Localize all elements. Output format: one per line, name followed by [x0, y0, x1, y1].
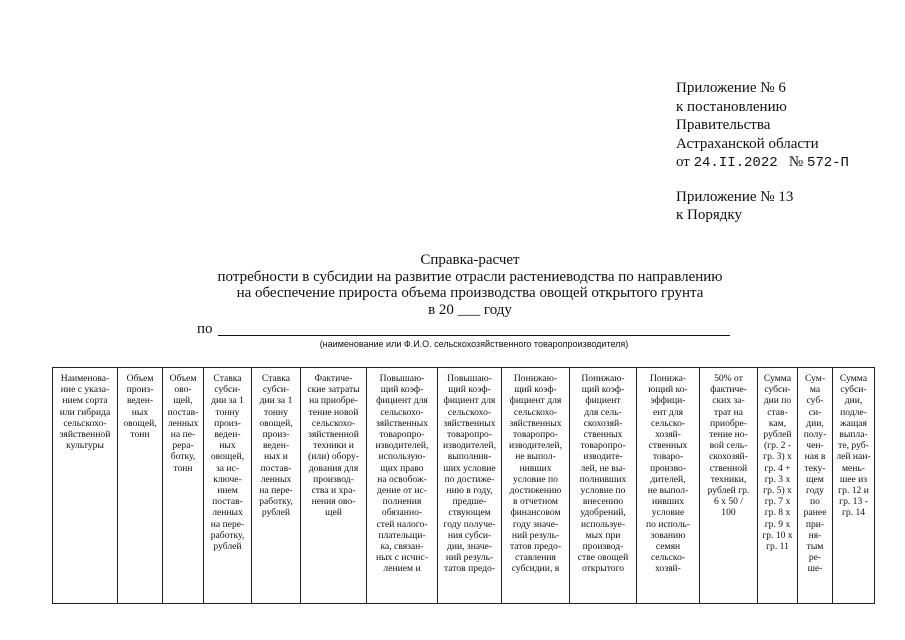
header-cell: Объем ово- щей, постав- ленных на пе- рера- ботку, тонн	[163, 368, 204, 604]
header-cell: Фактиче- ские затраты на приобре- тение новой сельскохо- зяйственной техники и (или) обору- дования для производ- ства и хра- нения ово- щей	[301, 368, 367, 604]
appendix-line-4: Астраханской области	[676, 135, 819, 152]
date-prefix: от	[676, 154, 690, 170]
header-cell: Понижа- ющий ко- эффици- ент для сельско- хозяй- ственных товаро- произво- дителей, не выпол- нивших условие по исполь- зованию семян сельско- хозяй-	[637, 368, 700, 604]
decree-number: 572-П	[806, 155, 849, 171]
header-cell: Понижаю- щий коэф- фициент для сельскохо- зяйственных товаропро- изводителей, не выпол- нивших условие по достижению в отчетном финансовом году значе- ний резуль- татов предо- ставления субсидии, в	[502, 368, 570, 604]
header-cell: Объем произ- веден- ных овощей, тонн	[118, 368, 163, 604]
header-cell: Повышаю- щий коэф- фициент для сельскохо- зяйственных товаропро- изводителей, использую- щих право на освобож- дение от ис- полнения обязанно- стей налого- плательщи- ка, связан- ных с исчис- лением и	[367, 368, 438, 604]
header-cell: 50% от фактиче- ских за- трат на приобре- тение но- вой сель- скохозяй- ственной техники, рублей гр. 6 х 50 / 100	[700, 368, 758, 604]
subsidy-table	[52, 367, 875, 604]
header-cell: Понижаю- щий коэф- фициент для сель- скохозяй- ственных товаропро- изводите- лей, не вы- полнивших условие по внесению удобрений, используе- мых при производ- стве овощей открытого	[570, 368, 637, 604]
appendix-line-3: Правительства	[676, 117, 771, 133]
header-cell: Наименова- ние с указа- нием сорта или гибрида сельскохо- зяйственной культуры	[53, 368, 118, 604]
header-cell: Повышаю- щий коэф- фициент для сельскохо- зяйственных товаропро- изводителей, выполнив- ших условие по достиже- нию в году, предше- ствующем году получе- ния субси- дии, значе- ний резуль- татов предо-	[438, 368, 502, 604]
document-title	[150, 252, 790, 318]
title-line-4: в 20 ___ году	[428, 301, 512, 318]
header-cell: Сум- ма суб- си- дии, полу- чен- ная в теку- щем году по ранее при- ня- тым ре- ше-	[798, 368, 833, 604]
header-cell: Ставка субси- дии за 1 тонну овощей, произ- веден- ных и постав- ленных на пере- работку, рублей	[252, 368, 301, 604]
po-label: по	[197, 321, 213, 337]
table-header-row	[53, 368, 875, 604]
number-prefix: №	[788, 154, 804, 170]
title-line-3: на обеспечение прироста объема производства овощей открытого грунта	[236, 285, 704, 301]
appendix-line-1: Приложение № 6	[676, 80, 786, 96]
appendix-date-line	[676, 153, 849, 173]
header-cell: Сумма субси- дии, подле- жащая выпла- те, руб- лей наи- мень- шее из гр. 12 и гр. 13 - гр. 14	[833, 368, 875, 604]
title-line-1: Справка-расчет	[420, 252, 520, 268]
title-line-2: потребности в субсидии на развитие отрасли растениеводства по направлению	[217, 268, 723, 285]
appendix-line-7: к Порядку	[676, 207, 742, 223]
header-cell: Ставка субси- дии за 1 тонну произ- веден- ных овощей, за ис- ключе- нием постав- ленных на пере- работку, рублей	[204, 368, 252, 604]
header-cell: Сумма субси- дии по став- кам, рублей (гр. 2 - гр. 3) х гр. 4 + гр. 3 х гр. 5) х гр. 7 х гр. 8 х гр. 9 х гр. 10 х гр. 11	[758, 368, 798, 604]
appendix-block	[676, 79, 849, 225]
po-fill-line	[218, 335, 730, 336]
decree-date: 24.II.2022	[693, 155, 778, 171]
appendix-line-2: к постановлению	[676, 98, 787, 115]
po-caption: (наименование или Ф.И.О. сельскохозяйственного товаропроизводителя)	[319, 339, 629, 349]
appendix-line-6: Приложение № 13	[676, 188, 794, 205]
